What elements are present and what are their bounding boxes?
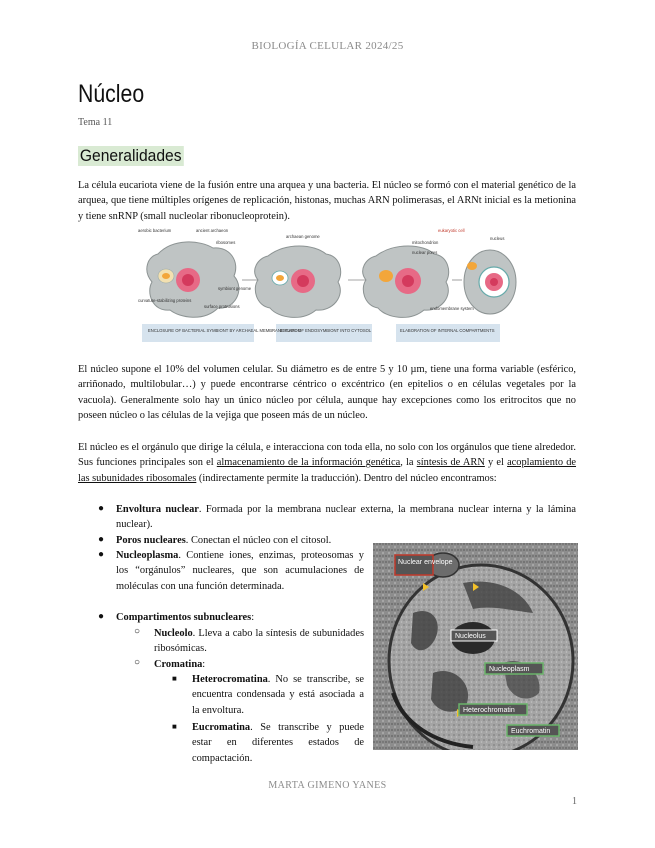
list-item-envoltura: Envoltura nuclear. Formada por la membrana nuclear externa, la membrana nuclear interna y la lámina nuclear). — [116, 504, 576, 531]
em-label-heterochromatin: Heterochromatin — [463, 707, 515, 714]
eukaryogenesis-diagram — [138, 226, 518, 344]
caption-step-2: ESCAPE OF ENDOSYMBIONT INTO CYTOSOL — [280, 328, 372, 333]
section-heading: Generalidades — [79, 146, 182, 165]
list-item-nucleolo: Nucleolo. Lleva a cabo la síntesis de subunidades ribosómicas. — [154, 628, 364, 655]
page-title: Núcleo — [78, 80, 145, 108]
label-mitochondrion: mitochondrion — [412, 240, 439, 245]
bullet-icon: ● — [98, 534, 105, 545]
underline-rna-synthesis: síntesis de ARN — [416, 457, 485, 469]
label-ancient-archaeon: ancient archaeon — [196, 228, 229, 233]
list-item-compartimentos: Compartimentos subnucleares: — [116, 612, 255, 623]
list-item-heterocromatina: Heterocromatina. No se transcribe, se encuentra condensada y está asociada a la envoltura. — [192, 674, 364, 716]
label-aerobic-bacterium: aerobic bacterium — [138, 228, 172, 233]
paragraph-size: El núcleo supone el 10% del volumen celular. Su diámetro es de entre 5 y 10 µm, tiene una forma variable (esférico, arriñonado, multilobular…) y puede encontrarse céntrico o excéntrico (en epitelios o en células vegetales por la vacuola). Generalmente solo hay un único núcleo por célula, aunque hay excepciones como los eritrocitos que no poseen núcleo o las células de la vejiga que poseen más de un núcleo. — [78, 364, 576, 421]
topic-label: Tema 11 — [78, 117, 113, 128]
em-label-euchromatin: Euchromatin — [511, 728, 551, 735]
nucleus-micrograph — [373, 543, 578, 750]
label-surface-protrusions: surface protrusions — [204, 304, 240, 309]
caption-step-3: ELABORATION OF INTERNAL COMPARTMENTS — [400, 328, 495, 333]
bullet-circle-icon: ○ — [134, 657, 141, 668]
running-header: BIOLOGÍA CELULAR 2024/25 — [251, 40, 404, 52]
bullet-icon: ● — [98, 611, 105, 622]
bullet-square-icon: ■ — [172, 674, 177, 683]
label-symbiont-genome: symbiont genome — [218, 286, 252, 291]
bullet-circle-icon: ○ — [134, 626, 141, 637]
bullet-square-icon: ■ — [172, 722, 177, 731]
page-number: 1 — [572, 796, 577, 807]
bullet-icon: ● — [98, 503, 105, 514]
caption-box-2 — [276, 324, 372, 342]
caption-box-1 — [142, 324, 254, 342]
page-footer: MARTA GIMENO YANES — [268, 780, 387, 791]
list-item-nucleoplasma: Nucleoplasma. Contiene iones, enzimas, proteosomas y los “orgánulos” nucleares, que son acumulaciones de moléculas con una función determinada. — [116, 550, 364, 592]
list-item-eucromatina: Eucromatina. Se transcribe y puede estar en diferentes estados de compactación. — [192, 722, 364, 764]
underline-ribosome-coupling: acoplamiento de las subunidades ribosomales — [78, 457, 577, 484]
bullet-icon: ● — [98, 549, 105, 560]
caption-step-1: ENCLOSURE OF BACTERIAL SYMBIONT BY ARCHAEAL MEMBRANE FUSION — [148, 328, 301, 333]
caption-box-3 — [396, 324, 500, 342]
label-archaean-genome: archaean genome — [286, 234, 320, 239]
label-curvature-proteins: curvature-stabilizing proteins — [138, 298, 192, 303]
eukaryotic-cell — [464, 250, 516, 314]
label-nucleus: nucleus — [490, 236, 505, 241]
archaeon-cell-2 — [255, 246, 341, 317]
label-eukaryotic-cell: eukaryotic cell — [438, 228, 465, 233]
em-label-nucleoplasm: Nucleoplasm — [489, 666, 530, 673]
list-item-poros: Poros nucleares. Conectan el núcleo con el citosol. — [116, 535, 332, 546]
paragraph-origin: La célula eucariota viene de la fusión entre una arquea y una bacteria. El núcleo se formó con el material genético de la arquea, que tiene múltiples orígenes de replicación, histonas, muchas ARN polimerasas, el ARNt inicial es la metionina y tiene snRNP (small nucleolar ribonucleoprotein). — [78, 180, 576, 222]
label-endomembrane: endomembrane system — [430, 306, 474, 311]
em-label-nucleolus: Nucleolus — [455, 633, 486, 640]
label-ribosomes: ribosomes — [216, 240, 236, 245]
underline-genetic-info: almacenamiento de la información genética — [216, 457, 401, 469]
em-label-nuclear-envelope: Nuclear envelope — [398, 559, 453, 566]
list-item-cromatina: Cromatina: — [154, 659, 206, 670]
label-nuclear-pores: nuclear pores — [412, 250, 438, 255]
paragraph-function: El núcleo es el orgánulo que dirige la célula, e interacciona con toda ella, no solo con los orgánulos que tiene alrededor. Sus funciones principales son el almacenamiento de la información genética, la síntesis de ARN y el acoplamiento de las subunidades ribosomales (indirectamente permite la traducción). Dentro del núcleo encontramos: — [78, 442, 577, 484]
